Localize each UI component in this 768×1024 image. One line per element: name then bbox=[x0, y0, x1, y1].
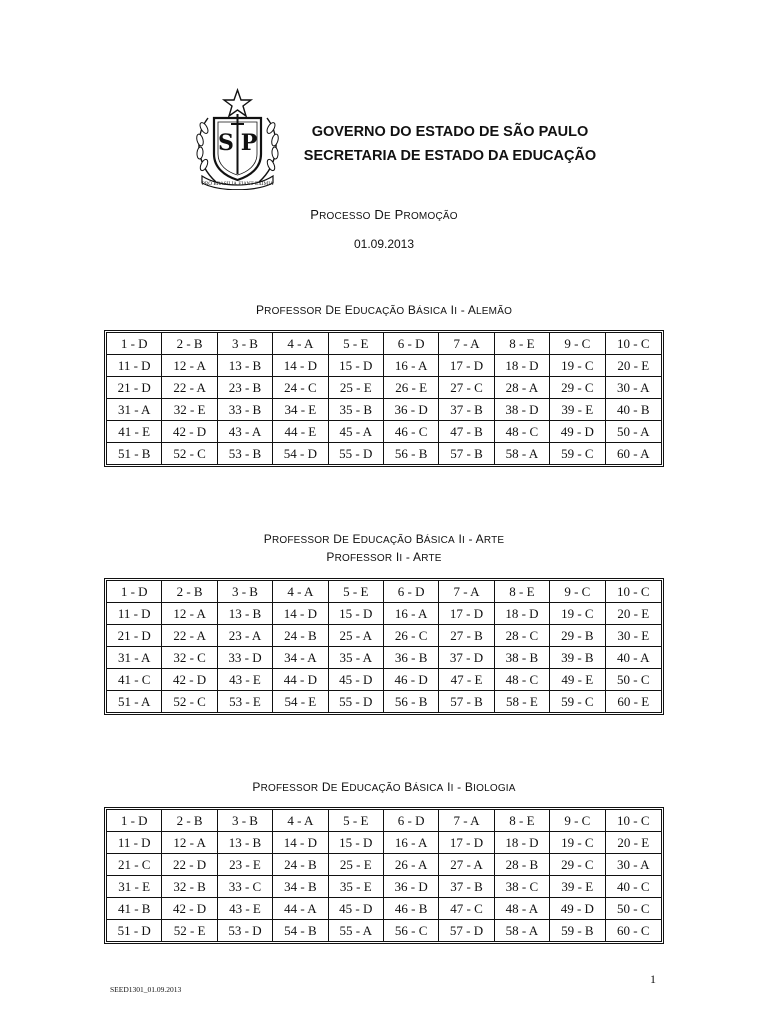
table-row bbox=[107, 625, 661, 647]
answer-cell: 42 - D bbox=[162, 898, 217, 920]
answer-key-table-arte bbox=[104, 578, 664, 715]
answer-cell: 42 - D bbox=[162, 421, 217, 443]
answer-cell: 28 - C bbox=[495, 625, 550, 647]
answer-cell: 33 - D bbox=[218, 647, 273, 669]
answer-cell: 21 - D bbox=[107, 377, 162, 399]
answer-cell: 24 - B bbox=[273, 625, 328, 647]
answer-cell: 7 - A bbox=[439, 333, 494, 355]
answer-cell: 56 - B bbox=[384, 691, 439, 712]
answer-cell: 52 - C bbox=[162, 443, 217, 464]
answer-cell: 13 - B bbox=[218, 832, 273, 854]
answer-cell: 51 - A bbox=[107, 691, 162, 712]
answer-cell: 37 - D bbox=[439, 647, 494, 669]
page-number: 1 bbox=[650, 972, 656, 986]
answer-cell: 10 - C bbox=[606, 333, 661, 355]
answer-cell: 29 - B bbox=[550, 625, 605, 647]
answer-cell: 4 - A bbox=[273, 333, 328, 355]
answer-cell: 14 - D bbox=[273, 355, 328, 377]
answer-cell: 38 - C bbox=[495, 876, 550, 898]
answer-cell: 60 - E bbox=[617, 693, 650, 709]
answer-cell: 1 - D bbox=[107, 333, 162, 355]
answer-cell: 25 - E bbox=[329, 377, 384, 399]
answer-cell: 52 - E bbox=[162, 920, 217, 941]
answer-cell: 16 - A bbox=[384, 603, 439, 625]
answer-cell: 35 - B bbox=[329, 399, 384, 421]
answer-cell: 39 - E bbox=[550, 399, 605, 421]
svg-text:PRO BRASILIA FIANT EXIMIA: PRO BRASILIA FIANT EXIMIA bbox=[201, 182, 274, 187]
answer-cell: 57 - D bbox=[439, 920, 494, 941]
answer-cell: 18 - D bbox=[495, 355, 550, 377]
answer-cell: 55 - D bbox=[329, 443, 384, 464]
section-title-line: PROFESSOR DE EDUCAÇÃO BÁSICA II - ALEMÃO bbox=[255, 303, 513, 317]
answer-cell: 11 - D bbox=[107, 832, 162, 854]
table-row bbox=[107, 876, 661, 898]
section-title-alemao bbox=[0, 302, 768, 320]
table-row bbox=[107, 854, 661, 876]
answer-cell: 23 - B bbox=[218, 377, 273, 399]
answer-cell: 50 - C bbox=[606, 898, 661, 920]
answer-cell: 35 - E bbox=[329, 876, 384, 898]
answer-cell: 49 - E bbox=[550, 669, 605, 691]
answer-cell: 32 - B bbox=[162, 876, 217, 898]
answer-cell: 56 - B bbox=[384, 443, 439, 464]
answer-cell: 3 - B bbox=[218, 333, 273, 355]
answer-cell: 13 - B bbox=[218, 355, 273, 377]
section-title-arte bbox=[0, 531, 768, 567]
answer-cell: 22 - A bbox=[162, 377, 217, 399]
answer-cell: 26 - A bbox=[384, 854, 439, 876]
answer-cell: 29 - C bbox=[550, 854, 605, 876]
answer-cell: 31 - A bbox=[107, 399, 162, 421]
answer-cell: 57 - B bbox=[439, 691, 494, 712]
answer-cell: 10 - C bbox=[606, 581, 661, 603]
answer-cell: 45 - D bbox=[329, 669, 384, 691]
answer-cell: 33 - B bbox=[218, 399, 273, 421]
table-row bbox=[107, 669, 661, 691]
answer-cell: 51 - B bbox=[107, 443, 162, 464]
answer-cell: 25 - A bbox=[329, 625, 384, 647]
answer-cell: 14 - D bbox=[273, 603, 328, 625]
svg-text:P: P bbox=[240, 130, 258, 156]
answer-cell: 11 - D bbox=[107, 603, 162, 625]
answer-cell: 13 - B bbox=[218, 603, 273, 625]
section-title-line: PROFESSOR DE EDUCAÇÃO BÁSICA II - BIOLOGIA bbox=[252, 780, 516, 794]
answer-cell: 55 - D bbox=[329, 691, 384, 712]
answer-cell: 2 - B bbox=[162, 333, 217, 355]
answer-cell: 27 - C bbox=[439, 377, 494, 399]
answer-cell: 59 - C bbox=[550, 443, 605, 464]
answer-cell: 44 - A bbox=[273, 898, 328, 920]
answer-cell: 5 - E bbox=[329, 581, 384, 603]
section-title-line: PROFESSOR DE EDUCAÇÃO BÁSICA II - ARTE bbox=[263, 532, 505, 546]
answer-cell: 43 - E bbox=[218, 669, 273, 691]
answer-cell: 46 - D bbox=[384, 669, 439, 691]
answer-cell: 34 - B bbox=[273, 876, 328, 898]
answer-cell: 48 - C bbox=[495, 421, 550, 443]
answer-cell: 19 - C bbox=[550, 355, 605, 377]
answer-cell: 49 - D bbox=[550, 898, 605, 920]
answer-cell: 17 - D bbox=[439, 603, 494, 625]
answer-cell: 43 - E bbox=[218, 898, 273, 920]
answer-cell: 17 - D bbox=[439, 355, 494, 377]
seal-star-icon bbox=[224, 90, 251, 116]
answer-cell: 40 - C bbox=[606, 876, 661, 898]
answer-key-table-alemao bbox=[104, 330, 664, 467]
answer-cell: 4 - A bbox=[273, 810, 328, 832]
answer-cell: 17 - D bbox=[439, 832, 494, 854]
answer-cell: 41 - E bbox=[107, 421, 162, 443]
answer-cell: 5 - E bbox=[329, 333, 384, 355]
svg-text:S: S bbox=[218, 130, 234, 156]
answer-cell: 7 - A bbox=[439, 581, 494, 603]
answer-cell: 40 - A bbox=[606, 647, 661, 669]
answer-key-table-biologia bbox=[104, 807, 664, 944]
answer-cell: 36 - B bbox=[384, 647, 439, 669]
answer-cell: 57 - B bbox=[439, 443, 494, 464]
process-date: 01.09.2013 bbox=[353, 237, 415, 251]
table-row bbox=[107, 691, 661, 712]
answer-cell: 36 - D bbox=[384, 876, 439, 898]
answer-cell: 39 - E bbox=[550, 876, 605, 898]
answer-cell: 15 - D bbox=[329, 832, 384, 854]
answer-cell: 6 - D bbox=[384, 581, 439, 603]
answer-cell: 18 - D bbox=[495, 832, 550, 854]
document-code: SEED1301_01.09.2013 bbox=[110, 985, 182, 994]
answer-cell: 44 - D bbox=[273, 669, 328, 691]
answer-cell: 56 - C bbox=[384, 920, 439, 941]
answer-cell: 43 - A bbox=[218, 421, 273, 443]
answer-cell: 58 - A bbox=[495, 443, 550, 464]
answer-cell: 38 - D bbox=[495, 399, 550, 421]
answer-cell: 30 - A bbox=[606, 854, 661, 876]
answer-cell: 46 - B bbox=[384, 898, 439, 920]
answer-cell: 44 - E bbox=[273, 421, 328, 443]
table-row bbox=[107, 399, 661, 421]
answer-cell: 50 - A bbox=[606, 421, 661, 443]
table-row bbox=[107, 443, 661, 464]
answer-cell: 58 - E bbox=[495, 691, 550, 712]
answer-cell: 32 - C bbox=[162, 647, 217, 669]
answer-cell: 37 - B bbox=[439, 399, 494, 421]
secretariat-title: SECRETARIA DE ESTADO DA EDUCAÇÃO bbox=[303, 148, 597, 164]
answer-cell: 55 - A bbox=[329, 920, 384, 941]
answer-cell: 23 - E bbox=[218, 854, 273, 876]
answer-cell: 14 - D bbox=[273, 832, 328, 854]
answer-cell: 20 - E bbox=[606, 603, 661, 625]
answer-cell: 12 - A bbox=[162, 832, 217, 854]
answer-cell: 45 - D bbox=[329, 898, 384, 920]
answer-cell: 23 - A bbox=[218, 625, 273, 647]
answer-cell: 1 - D bbox=[107, 581, 162, 603]
table-row bbox=[107, 647, 661, 669]
answer-cell: 28 - B bbox=[495, 854, 550, 876]
answer-cell: 30 - A bbox=[606, 377, 661, 399]
answer-cell: 16 - A bbox=[384, 832, 439, 854]
answer-cell: 53 - D bbox=[218, 920, 273, 941]
answer-cell: 40 - B bbox=[606, 399, 661, 421]
answer-cell: 3 - B bbox=[218, 810, 273, 832]
answer-cell: 27 - B bbox=[439, 625, 494, 647]
answer-cell: 7 - A bbox=[439, 810, 494, 832]
answer-cell: 46 - C bbox=[384, 421, 439, 443]
answer-cell: 53 - B bbox=[218, 443, 273, 464]
answer-cell: 53 - E bbox=[218, 691, 273, 712]
government-title: GOVERNO DO ESTADO DE SÃO PAULO bbox=[311, 124, 589, 140]
answer-cell: 52 - C bbox=[162, 691, 217, 712]
table-row bbox=[107, 581, 661, 603]
answer-cell: 12 - A bbox=[162, 355, 217, 377]
answer-cell: 48 - C bbox=[495, 669, 550, 691]
table-row bbox=[107, 421, 661, 443]
header-titles bbox=[300, 120, 600, 168]
answer-cell: 24 - C bbox=[273, 377, 328, 399]
answer-cell: 21 - D bbox=[107, 625, 162, 647]
answer-cell: 47 - C bbox=[439, 898, 494, 920]
answer-cell: 5 - E bbox=[329, 810, 384, 832]
answer-cell: 27 - A bbox=[439, 854, 494, 876]
answer-cell: 35 - A bbox=[329, 647, 384, 669]
answer-cell: 60 - C bbox=[617, 922, 650, 938]
answer-cell: 34 - E bbox=[273, 399, 328, 421]
answer-cell: 11 - D bbox=[107, 355, 162, 377]
answer-cell: 59 - C bbox=[550, 691, 605, 712]
answer-cell: 19 - C bbox=[550, 832, 605, 854]
answer-cell: 12 - A bbox=[162, 603, 217, 625]
answer-cell: 49 - D bbox=[550, 421, 605, 443]
answer-cell: 24 - B bbox=[273, 854, 328, 876]
answer-cell: 41 - C bbox=[107, 669, 162, 691]
answer-cell: 6 - D bbox=[384, 333, 439, 355]
answer-cell: 59 - B bbox=[550, 920, 605, 941]
answer-cell: 36 - D bbox=[384, 399, 439, 421]
answer-cell: 58 - A bbox=[495, 920, 550, 941]
answer-cell: 26 - E bbox=[384, 377, 439, 399]
answer-cell: 25 - E bbox=[329, 854, 384, 876]
answer-cell: 41 - B bbox=[107, 898, 162, 920]
answer-cell: 22 - D bbox=[162, 854, 217, 876]
section-title-biologia bbox=[0, 779, 768, 797]
answer-cell: 2 - B bbox=[162, 581, 217, 603]
answer-cell: 8 - E bbox=[495, 333, 550, 355]
answer-cell: 8 - E bbox=[495, 581, 550, 603]
table-row bbox=[107, 810, 661, 832]
answer-cell: 60 - A bbox=[617, 445, 650, 461]
answer-cell: 29 - C bbox=[550, 377, 605, 399]
table-row bbox=[107, 355, 661, 377]
answer-cell: 15 - D bbox=[329, 355, 384, 377]
answer-cell: 38 - B bbox=[495, 647, 550, 669]
answer-cell: 8 - E bbox=[495, 810, 550, 832]
answer-cell: 45 - A bbox=[329, 421, 384, 443]
answer-cell: 6 - D bbox=[384, 810, 439, 832]
process-title: PROCESSO DE PROMOÇÃO bbox=[310, 207, 458, 222]
answer-cell: 39 - B bbox=[550, 647, 605, 669]
table-row bbox=[107, 377, 661, 399]
answer-cell: 30 - E bbox=[606, 625, 661, 647]
table-row bbox=[107, 333, 661, 355]
answer-cell: 34 - A bbox=[273, 647, 328, 669]
answer-cell: 31 - E bbox=[107, 876, 162, 898]
answer-cell: 50 - C bbox=[606, 669, 661, 691]
answer-cell: 51 - D bbox=[107, 920, 162, 941]
answer-cell: 2 - B bbox=[162, 810, 217, 832]
answer-cell: 32 - E bbox=[162, 399, 217, 421]
answer-cell: 9 - C bbox=[550, 333, 605, 355]
table-row bbox=[107, 898, 661, 920]
answer-cell: 54 - B bbox=[273, 920, 328, 941]
answer-cell: 47 - E bbox=[439, 669, 494, 691]
table-row bbox=[107, 603, 661, 625]
answer-cell: 21 - C bbox=[107, 854, 162, 876]
answer-cell: 9 - C bbox=[550, 810, 605, 832]
answer-cell: 26 - C bbox=[384, 625, 439, 647]
answer-cell: 20 - E bbox=[606, 355, 661, 377]
state-seal-logo bbox=[190, 88, 285, 190]
answer-cell: 47 - B bbox=[439, 421, 494, 443]
answer-cell: 1 - D bbox=[107, 810, 162, 832]
answer-cell: 9 - C bbox=[550, 581, 605, 603]
answer-cell: 37 - B bbox=[439, 876, 494, 898]
answer-cell: 28 - A bbox=[495, 377, 550, 399]
table-row bbox=[107, 832, 661, 854]
answer-cell: 42 - D bbox=[162, 669, 217, 691]
answer-cell: 4 - A bbox=[273, 581, 328, 603]
table-row bbox=[107, 920, 661, 941]
answer-cell: 22 - A bbox=[162, 625, 217, 647]
answer-cell: 19 - C bbox=[550, 603, 605, 625]
answer-cell: 54 - D bbox=[273, 443, 328, 464]
answer-cell: 18 - D bbox=[495, 603, 550, 625]
answer-cell: 20 - E bbox=[606, 832, 661, 854]
answer-cell: 16 - A bbox=[384, 355, 439, 377]
answer-cell: 3 - B bbox=[218, 581, 273, 603]
answer-cell: 31 - A bbox=[107, 647, 162, 669]
answer-cell: 15 - D bbox=[329, 603, 384, 625]
answer-cell: 33 - C bbox=[218, 876, 273, 898]
answer-cell: 10 - C bbox=[606, 810, 661, 832]
section-title-line: PROFESSOR II - ARTE bbox=[326, 550, 442, 564]
answer-cell: 54 - E bbox=[273, 691, 328, 712]
answer-cell: 48 - A bbox=[495, 898, 550, 920]
